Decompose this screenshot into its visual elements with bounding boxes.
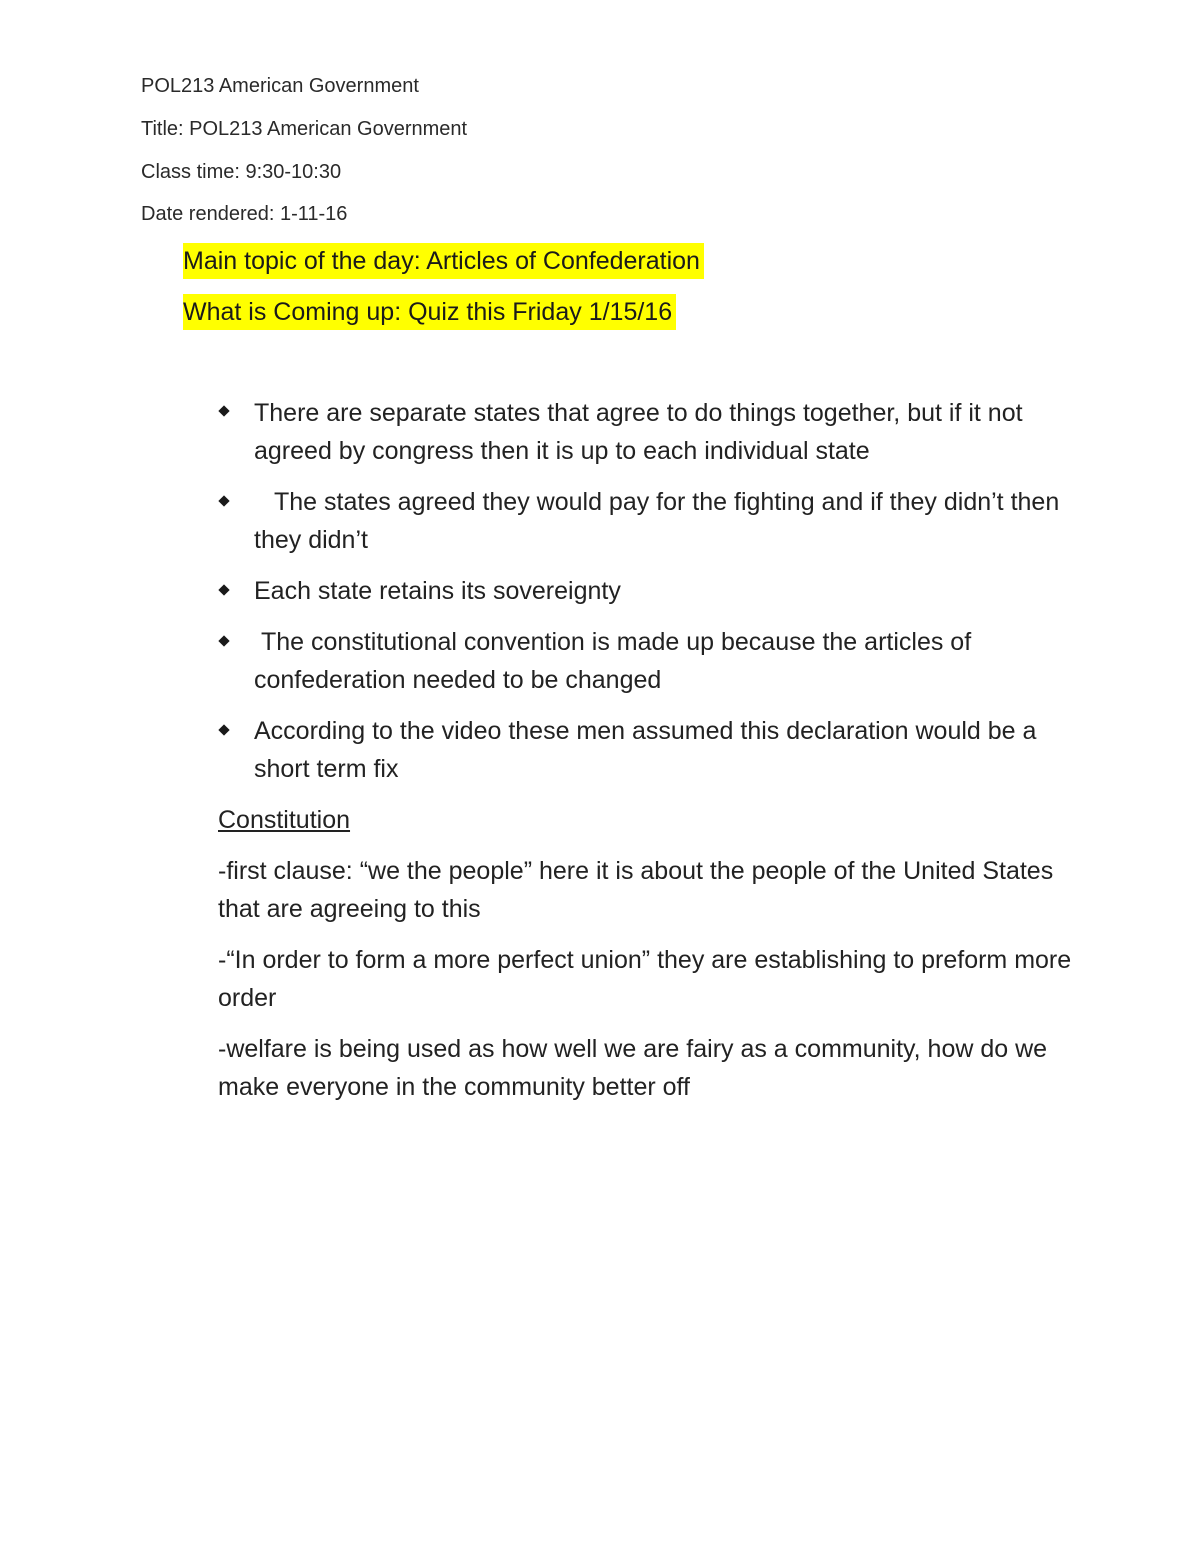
main-topic-highlight: Main topic of the day: Articles of Confederation (183, 243, 704, 279)
coming-up-highlight: What is Coming up: Quiz this Friday 1/15/16 (183, 294, 676, 330)
constitution-paragraph: -welfare is being used as how well we are fairy as a community, how do we make everyone in the community better off (218, 1035, 1048, 1101)
bullet-item: The states agreed they would pay for the fighting and if they didn’t then they didn’t (254, 488, 1060, 554)
date-rendered: Date rendered: 1-11-16 (141, 203, 348, 225)
bullet-marker (218, 495, 229, 506)
bullet-item: There are separate states that agree to do things together, but if it not agreed by congress then it is up to each individual state (254, 399, 1023, 465)
bullet-marker (218, 724, 229, 735)
bullet-marker (218, 405, 229, 416)
class-time: Class time: 9:30-10:30 (141, 161, 342, 183)
bullet-item: Each state retains its sovereignty (254, 577, 621, 605)
document-title: Title: POL213 American Government (141, 118, 468, 140)
course-name: POL213 American Government (141, 75, 419, 97)
constitution-heading: Constitution (218, 806, 351, 834)
bullet-marker (218, 584, 229, 595)
bullet-marker (218, 635, 229, 646)
bullet-item: The constitutional convention is made up because the articles of confederation needed to be changed (254, 628, 972, 694)
constitution-paragraph: -first clause: “we the people” here it is about the people of the United States that are agreeing to this (218, 857, 1054, 923)
bullet-item: According to the video these men assumed this declaration would be a short term fix (254, 717, 1037, 783)
constitution-paragraph: -“In order to form a more perfect union” they are establishing to preform more order (218, 946, 1072, 1012)
